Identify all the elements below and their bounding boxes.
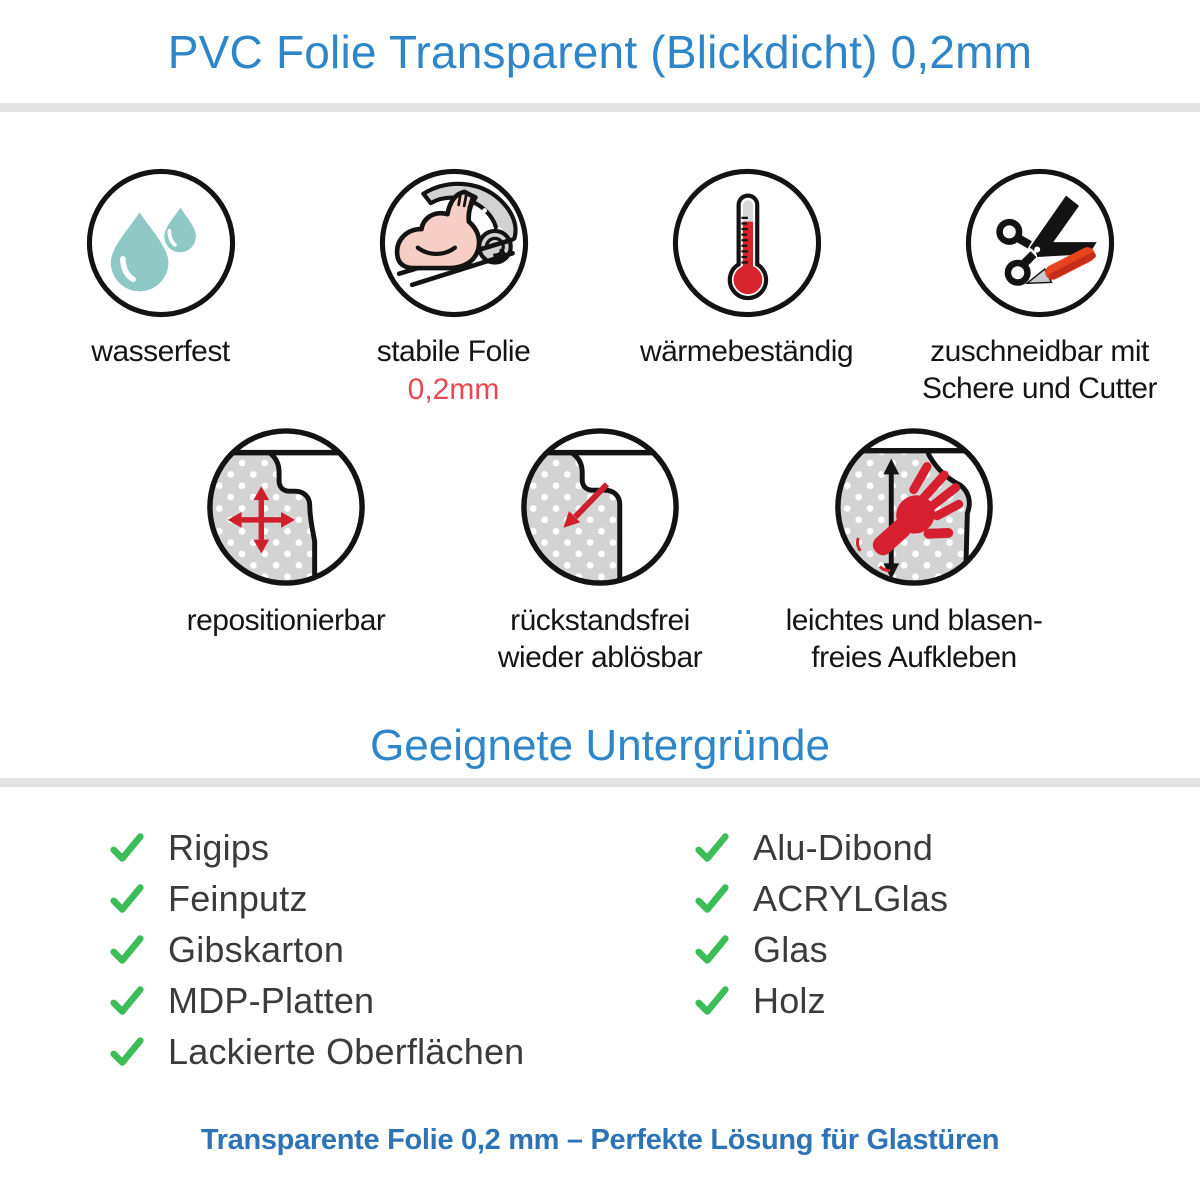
substrate-label: Gibskarton	[168, 929, 345, 971]
check-icon	[693, 931, 731, 969]
substrates-heading-wrap	[0, 714, 1200, 778]
feature-wasserfest	[14, 164, 307, 371]
page-title: PVC Folie Transparent (Blickdicht) 0,2mm	[167, 25, 1033, 78]
list-item	[108, 929, 693, 971]
substrate-label: MDP-Platten	[168, 980, 375, 1022]
list-item	[108, 827, 693, 869]
substrate-label: Rigips	[168, 827, 270, 869]
substrates-heading: Geeignete Untergründe	[370, 721, 830, 771]
list-item	[108, 980, 693, 1022]
feature-label-line2: wieder ablösbar	[497, 640, 703, 674]
substrate-label: Holz	[753, 980, 826, 1022]
feature-sublabel-thickness: 0,2mm	[407, 372, 500, 406]
thermometer-icon	[668, 164, 826, 322]
feature-label	[786, 603, 1043, 676]
check-icon	[693, 829, 731, 867]
check-icon	[693, 880, 731, 918]
feature-zuschneidbar	[893, 164, 1186, 407]
feature-label-line2: Schere und Cutter	[922, 371, 1157, 405]
substrates-column-right	[693, 827, 1200, 1082]
feature-blasenfreies-aufkleben	[764, 423, 1064, 676]
feature-waermebestaendig	[600, 164, 893, 371]
substrate-label: Feinputz	[168, 878, 308, 920]
check-icon	[108, 880, 146, 918]
scissors-and-cutter-icon	[961, 164, 1119, 322]
divider	[0, 778, 1200, 787]
feature-label-line1: leichtes und blasen-	[785, 604, 1043, 638]
feature-row-2	[14, 423, 1186, 676]
substrates-column-left	[108, 827, 693, 1082]
substrate-label: Lackierte Oberflächen	[168, 1031, 525, 1073]
check-icon	[108, 1033, 146, 1071]
substrate-label: Alu-Dibond	[753, 827, 934, 869]
feature-label: repositionierbar	[186, 604, 386, 638]
list-item	[108, 878, 693, 920]
footer-tagline: Transparente Folie 0,2 mm – Perfekte Lösung für Glastüren	[200, 1124, 1000, 1157]
feature-label: wasserfest	[91, 335, 230, 368]
feature-rueckstandsfrei	[450, 423, 750, 676]
feature-label: wärmebeständig	[639, 335, 854, 368]
foil-move-arrows-icon	[202, 423, 370, 591]
substrate-label: Glas	[753, 929, 828, 971]
foil-peel-arrow-icon	[516, 423, 684, 591]
feature-stabile-folie	[307, 164, 600, 407]
list-item	[693, 980, 1200, 1022]
feature-section	[0, 164, 1200, 676]
check-icon	[108, 982, 146, 1020]
check-icon	[108, 931, 146, 969]
list-item	[693, 827, 1200, 869]
header	[0, 0, 1200, 103]
check-icon	[108, 829, 146, 867]
footer	[0, 1124, 1200, 1157]
feature-label-line1: rückstandsfrei	[510, 604, 690, 638]
list-item	[108, 1031, 693, 1073]
muscle-arm-foil-roll-icon	[375, 164, 533, 322]
check-icon	[693, 982, 731, 1020]
feature-row-1	[14, 164, 1186, 407]
substrates-section	[0, 787, 1200, 1082]
feature-label	[498, 603, 702, 676]
feature-label: stabile Folie	[376, 335, 531, 368]
substrate-label: ACRYLGlas	[753, 878, 949, 920]
hand-smoothing-foil-icon	[830, 423, 998, 591]
divider	[0, 103, 1200, 112]
feature-label	[922, 334, 1157, 407]
feature-label-line1: zuschneidbar mit	[930, 335, 1149, 368]
list-item	[693, 929, 1200, 971]
feature-repositionierbar	[136, 423, 436, 640]
list-item	[693, 878, 1200, 920]
feature-label-line2: freies Aufkleben	[811, 640, 1017, 674]
water-drops-icon	[82, 164, 240, 322]
